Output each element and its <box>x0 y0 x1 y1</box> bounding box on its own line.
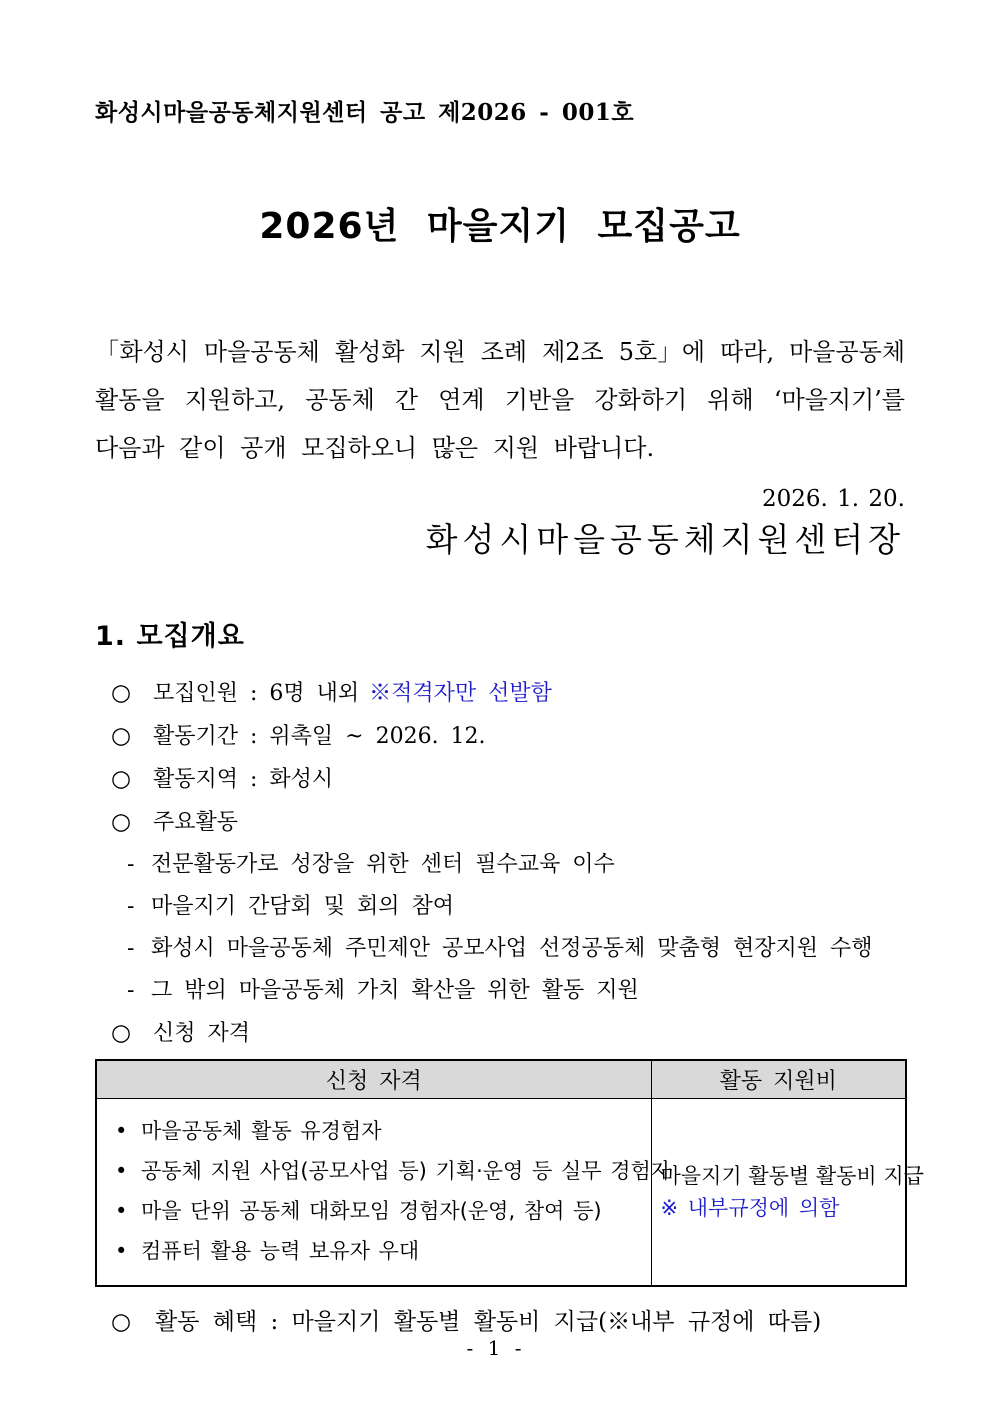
intro-line: 「화성시 마을공동체 활성화 지원 조례 제2조 5호」에 따라, 마을공동체 <box>95 338 905 366</box>
qualification-text: 마을공동체 활동 유경험자 <box>141 1118 382 1143</box>
dot-bullet-icon: • <box>115 1118 128 1143</box>
intro-line: 다음과 같이 공개 모집하오니 많은 지원 바랍니다. <box>95 434 655 462</box>
benefit-item <box>95 1307 905 1337</box>
dash-bullet-icon: - <box>127 852 135 877</box>
list-item-text: 활동기간 : 위촉일 ~ 2026. 12. <box>153 724 486 749</box>
circle-bullet-icon: ○ <box>111 766 132 792</box>
qualification-item <box>107 1151 672 1191</box>
list-item <box>95 721 905 752</box>
circle-bullet-icon: ○ <box>111 1020 132 1046</box>
notice-date: 2026. 1. 20. <box>762 486 905 512</box>
circle-bullet-icon: ○ <box>111 680 132 706</box>
list-item-text: 마을지기 간담회 및 회의 참여 <box>151 894 454 919</box>
list-item-note: ※적격자만 선발함 <box>369 681 552 706</box>
dash-bullet-icon: - <box>127 894 135 919</box>
qualification-item <box>107 1111 645 1151</box>
list-item-text: 신청 자격 <box>153 1021 251 1046</box>
list-item-text: 전문활동가로 성장을 위한 센터 필수교육 이수 <box>151 852 615 877</box>
section-heading: 1. 모집개요 <box>95 621 245 652</box>
qualification-text: 마을 단위 공동체 대화모임 경험자(운영, 참여 등) <box>141 1198 602 1223</box>
page-title: 2026년 마을지기 모집공고 <box>259 206 741 247</box>
support-cell <box>651 1098 924 1286</box>
list-item-text: 화성시 마을공동체 주민제안 공모사업 선정공동체 맞춤형 현장지원 수행 <box>151 936 873 961</box>
list-item <box>95 678 905 709</box>
table-header-qualification: 신청 자격 <box>96 1060 651 1098</box>
intro-line: 활동을 지원하고, 공동체 간 연계 기반을 강화하기 위해 ‘마을지기’를 <box>95 386 905 414</box>
qualification-text: 공동체 지원 사업(공모사업 등) 기획·운영 등 실무 경험자 <box>141 1158 672 1183</box>
list-item-text: 모집인원 : 6명 내외 <box>153 681 360 706</box>
intro-paragraph <box>95 328 905 472</box>
table-row <box>96 1098 906 1286</box>
qualification-item <box>107 1231 645 1271</box>
list-item <box>95 807 905 838</box>
doc-number: 화성시마을공동체지원센터 공고 제2026 - 001호 <box>95 99 635 126</box>
list-item-text: 주요활동 <box>153 810 239 835</box>
dash-bullet-icon: - <box>127 936 135 961</box>
list-item <box>95 764 905 795</box>
dot-bullet-icon: • <box>115 1198 128 1223</box>
circle-bullet-icon: ○ <box>111 809 132 835</box>
qualification-cell <box>96 1098 672 1286</box>
qualification-table <box>95 1059 924 1287</box>
benefit-text: 활동 혜택 : 마을지기 활동별 활동비 지급(※내부 규정에 따름) <box>155 1308 822 1335</box>
circle-bullet-icon: ○ <box>111 723 132 749</box>
list-subitem <box>95 976 905 1006</box>
circle-bullet-icon: ○ <box>111 1308 132 1335</box>
list-item-text: 활동지역 : 화성시 <box>153 767 334 792</box>
support-line: 마을지기 활동별 활동비 지급 <box>660 1163 924 1188</box>
table-header-support: 활동 지원비 <box>651 1060 906 1098</box>
page-number: - 1 - <box>466 1336 526 1360</box>
list-item-text: 그 밖의 마을공동체 가치 확산을 위한 활동 지원 <box>151 978 639 1003</box>
qualification-item <box>107 1191 645 1231</box>
list-subitem <box>95 934 905 964</box>
overview-list <box>95 678 905 1049</box>
dash-bullet-icon: - <box>127 978 135 1003</box>
support-note: ※ 내부규정에 의함 <box>660 1195 840 1220</box>
list-item <box>95 1018 905 1049</box>
list-subitem <box>95 892 905 922</box>
signer-name: 화성시마을공동체지원센터장 <box>425 520 905 559</box>
dot-bullet-icon: • <box>115 1158 128 1183</box>
qualification-text: 컴퓨터 활용 능력 보유자 우대 <box>141 1238 420 1263</box>
list-subitem <box>95 850 905 880</box>
table-header-row <box>96 1060 906 1098</box>
dot-bullet-icon: • <box>115 1238 128 1263</box>
